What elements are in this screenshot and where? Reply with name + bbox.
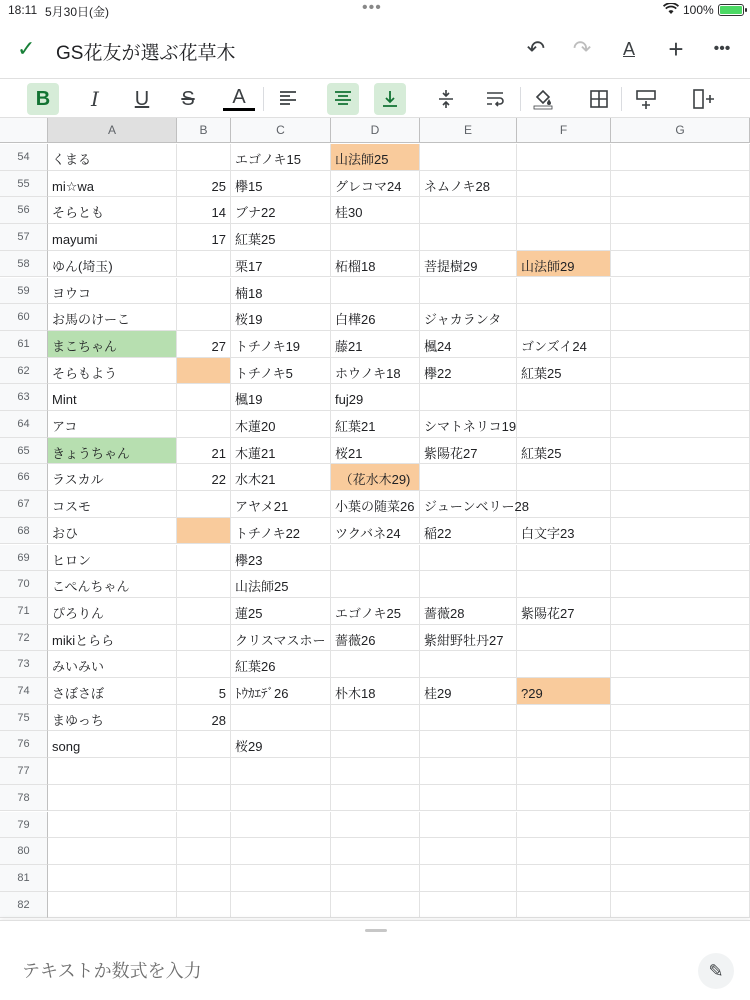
cell-a77[interactable] [48,758,177,785]
row-header[interactable]: 70 [0,571,48,598]
cell-a79[interactable] [48,812,177,839]
format-toolbar [0,78,750,118]
cell-c75[interactable] [231,705,331,732]
cell-a75[interactable]: まゆっち [48,705,177,732]
cell-b70[interactable] [177,571,231,598]
borders-icon[interactable] [583,83,615,115]
cell-f71[interactable]: 紫陽花27 [517,598,611,625]
cell-e57[interactable] [420,224,517,251]
cell-d81[interactable] [331,865,420,892]
cell-b73[interactable] [177,651,231,678]
cell-a55[interactable]: mi☆wa [48,171,177,198]
cell-f75[interactable] [517,705,611,732]
cell-a57[interactable]: mayumi [48,224,177,251]
cell-f63[interactable] [517,384,611,411]
cell-f56[interactable] [517,197,611,224]
cell-g64[interactable] [611,411,750,438]
cell-g57[interactable] [611,224,750,251]
align-center-icon[interactable] [327,83,359,115]
column-header-e[interactable]: E [420,118,517,143]
cell-c59[interactable]: 楠18 [231,278,331,305]
cell-c70[interactable]: 山法師25 [231,571,331,598]
cell-g72[interactable] [611,625,750,652]
cell-e78[interactable] [420,785,517,812]
document-title[interactable]: GS花友が選ぶ花草木 [56,43,236,64]
cell-c73[interactable]: 紅葉26 [231,651,331,678]
formula-input-bar [0,920,750,1000]
cell-d59[interactable] [331,278,420,305]
select-all-corner[interactable] [0,118,48,143]
cell-d68[interactable]: ツクバネ24 [331,518,420,545]
cell-f66[interactable] [517,464,611,491]
cell-c61[interactable]: トチノキ19 [231,331,331,358]
cell-d82[interactable] [331,892,420,919]
multitask-dots-icon[interactable]: ••• [362,0,382,16]
status-date: 5月30日(金) [45,5,110,19]
cell-g59[interactable] [611,278,750,305]
italic-button[interactable]: I [91,87,99,111]
cell-f64[interactable] [517,411,611,438]
cell-d72[interactable]: 薔薇26 [331,625,420,652]
cell-d78[interactable] [331,785,420,812]
cell-g76[interactable] [611,731,750,758]
cell-b77[interactable] [177,758,231,785]
cell-e56[interactable] [420,197,517,224]
cell-g69[interactable] [611,545,750,572]
cell-e82[interactable] [420,892,517,919]
cell-e72[interactable]: 紫紺野牡丹27 [420,625,517,652]
drag-handle[interactable] [365,929,387,932]
cell-a66[interactable]: ラスカル [48,464,177,491]
cell-b81[interactable] [177,865,231,892]
cell-a80[interactable] [48,838,177,865]
cell-c80[interactable] [231,838,331,865]
text-wrap-icon[interactable] [479,83,511,115]
row-header[interactable]: 56 [0,197,48,224]
cell-d70[interactable] [331,571,420,598]
insert-row-icon[interactable] [630,83,662,115]
cell-a61[interactable]: まこちゃん [48,331,177,358]
text-format-icon[interactable]: A [622,39,635,59]
cell-g67[interactable] [611,491,750,518]
valign-bottom-icon[interactable] [374,83,406,115]
cell-f55[interactable] [517,171,611,198]
cell-e67[interactable]: ジューンベリー28 [420,491,517,518]
done-check-icon[interactable]: ✓ [17,36,36,61]
cell-c74[interactable]: ﾄｳｶｴﾃﾞ26 [231,678,331,705]
cell-f67[interactable] [517,491,611,518]
cell-b68[interactable] [177,518,231,545]
cell-e81[interactable] [420,865,517,892]
cell-a58[interactable]: ゆん(埼玉) [48,251,177,278]
cell-d65[interactable]: 桜21 [331,438,420,465]
row-header[interactable]: 79 [0,812,48,839]
cell-a78[interactable] [48,785,177,812]
cell-b55[interactable]: 25 [177,171,231,198]
row-header[interactable]: 60 [0,304,48,331]
cell-d64[interactable]: 紅葉21 [331,411,420,438]
cell-f57[interactable] [517,224,611,251]
row-header[interactable]: 75 [0,705,48,732]
row-header[interactable]: 76 [0,731,48,758]
cell-b54[interactable] [177,144,231,171]
cell-a56[interactable]: そらとも [48,197,177,224]
cell-d74[interactable]: 朴木18 [331,678,420,705]
column-header-g[interactable]: G [611,118,750,143]
cell-g56[interactable] [611,197,750,224]
battery-percent: 100% [683,3,714,17]
cell-g61[interactable] [611,331,750,358]
row-header[interactable]: 73 [0,651,48,678]
cell-d56[interactable]: 桂30 [331,197,420,224]
row-header[interactable]: 78 [0,785,48,812]
bold-button[interactable]: B [27,83,59,115]
cell-a68[interactable]: おひ [48,518,177,545]
cell-b80[interactable] [177,838,231,865]
cell-d54[interactable]: 山法師25 [331,144,420,171]
cell-b78[interactable] [177,785,231,812]
row-header[interactable]: 57 [0,224,48,251]
text-color-button[interactable]: A [223,83,255,111]
cell-e66[interactable] [420,464,517,491]
cell-b56[interactable]: 14 [177,197,231,224]
cell-f77[interactable] [517,758,611,785]
cell-b82[interactable] [177,892,231,919]
cell-b61[interactable]: 27 [177,331,231,358]
cell-e79[interactable] [420,812,517,839]
cell-c76[interactable]: 桜29 [231,731,331,758]
cell-a65[interactable]: きょうちゃん [48,438,177,465]
cell-f60[interactable] [517,304,611,331]
cell-c55[interactable]: 欅15 [231,171,331,198]
cell-g71[interactable] [611,598,750,625]
cell-g81[interactable] [611,865,750,892]
cell-b67[interactable] [177,491,231,518]
cell-g74[interactable] [611,678,750,705]
formula-input[interactable]: テキストか数式を入力 [22,961,202,981]
row-header[interactable]: 65 [0,438,48,465]
add-icon[interactable]: + [668,34,684,64]
cell-g78[interactable] [611,785,750,812]
cell-b71[interactable] [177,598,231,625]
cell-f72[interactable] [517,625,611,652]
cell-d73[interactable] [331,651,420,678]
cell-a59[interactable]: ヨウコ [48,278,177,305]
row-header[interactable]: 80 [0,838,48,865]
cell-c63[interactable]: 楓19 [231,384,331,411]
cell-e65[interactable]: 紫陽花27 [420,438,517,465]
row-header[interactable]: 72 [0,625,48,652]
insert-column-icon[interactable] [687,83,719,115]
toolbar-divider [520,87,521,111]
cell-e59[interactable] [420,278,517,305]
cell-a60[interactable]: お馬のけーこ [48,304,177,331]
cell-g65[interactable] [611,438,750,465]
cell-g66[interactable] [611,464,750,491]
cell-b64[interactable] [177,411,231,438]
cell-c71[interactable]: 蓮25 [231,598,331,625]
wifi-icon [663,3,679,15]
cell-g79[interactable] [611,812,750,839]
cell-d66[interactable]: （花水木29) [331,464,420,491]
row-header[interactable]: 82 [0,892,48,919]
cell-a62[interactable]: そらもよう [48,358,177,385]
row-header[interactable]: 77 [0,758,48,785]
strikethrough-button[interactable]: S [181,88,195,110]
cell-g75[interactable] [611,705,750,732]
cell-d77[interactable] [331,758,420,785]
cell-a54[interactable]: くまる [48,144,177,171]
toolbar-divider [263,87,264,111]
cell-d63[interactable]: fuj29 [331,384,420,411]
cell-f81[interactable] [517,865,611,892]
cell-a81[interactable] [48,865,177,892]
cell-f54[interactable] [517,144,611,171]
row-header[interactable]: 59 [0,278,48,305]
cell-d57[interactable] [331,224,420,251]
row-header[interactable]: 81 [0,865,48,892]
cell-c77[interactable] [231,758,331,785]
cell-e71[interactable]: 薔薇28 [420,598,517,625]
cell-b60[interactable] [177,304,231,331]
cell-e54[interactable] [420,144,517,171]
cell-g58[interactable] [611,251,750,278]
cell-c78[interactable] [231,785,331,812]
cell-f70[interactable] [517,571,611,598]
align-left-icon[interactable] [272,83,304,115]
cell-d62[interactable]: ホウノキ18 [331,358,420,385]
title-bar [0,22,750,77]
cell-f62[interactable]: 紅葉25 [517,358,611,385]
status-time: 18:11 [8,3,38,17]
cell-d71[interactable]: エゴノキ25 [331,598,420,625]
cell-a76[interactable]: song [48,731,177,758]
cell-e77[interactable] [420,758,517,785]
cell-f78[interactable] [517,785,611,812]
cell-d61[interactable]: 藤21 [331,331,420,358]
cell-b69[interactable] [177,545,231,572]
cell-e70[interactable] [420,571,517,598]
cell-f73[interactable] [517,651,611,678]
cell-b57[interactable]: 17 [177,224,231,251]
cell-f65[interactable]: 紅葉25 [517,438,611,465]
cell-e62[interactable]: 欅22 [420,358,517,385]
cell-d58[interactable]: 柘榴18 [331,251,420,278]
cell-c72[interactable]: クリスマスホー [231,625,331,652]
cell-c81[interactable] [231,865,331,892]
cell-a72[interactable]: mikiとらら [48,625,177,652]
cell-d80[interactable] [331,838,420,865]
cell-b63[interactable] [177,384,231,411]
cell-e61[interactable]: 楓24 [420,331,517,358]
cell-e80[interactable] [420,838,517,865]
status-bar [0,0,750,22]
cell-e74[interactable]: 桂29 [420,678,517,705]
cell-e63[interactable] [420,384,517,411]
cell-g73[interactable] [611,651,750,678]
cell-e76[interactable] [420,731,517,758]
cell-b62[interactable] [177,358,231,385]
row-header[interactable]: 69 [0,545,48,572]
fill-color-icon[interactable] [527,83,559,115]
pencil-edit-icon[interactable]: ✎ [698,953,734,989]
cell-b75[interactable]: 28 [177,705,231,732]
column-header-c[interactable]: C [231,118,331,143]
cell-f82[interactable] [517,892,611,919]
row-header[interactable]: 68 [0,518,48,545]
cell-e68[interactable]: 稲22 [420,518,517,545]
cell-c79[interactable] [231,812,331,839]
cell-f74[interactable]: ?29 [517,678,611,705]
cell-f76[interactable] [517,731,611,758]
cell-d55[interactable]: グレコマ24 [331,171,420,198]
cell-b76[interactable] [177,731,231,758]
cell-d69[interactable] [331,545,420,572]
cell-f58[interactable]: 山法師29 [517,251,611,278]
cell-f59[interactable] [517,278,611,305]
cell-g80[interactable] [611,838,750,865]
cell-a70[interactable]: こぺんちゃん [48,571,177,598]
cell-b79[interactable] [177,812,231,839]
row-header[interactable]: 67 [0,491,48,518]
cell-f61[interactable]: ゴンズイ24 [517,331,611,358]
row-header[interactable]: 58 [0,251,48,278]
cell-e60[interactable]: ジャカランタ [420,304,517,331]
cell-b72[interactable] [177,625,231,652]
cell-c57[interactable]: 紅葉25 [231,224,331,251]
row-header[interactable]: 61 [0,331,48,358]
row-header[interactable]: 66 [0,464,48,491]
cell-e73[interactable] [420,651,517,678]
cell-g63[interactable] [611,384,750,411]
cell-c54[interactable]: エゴノキ15 [231,144,331,171]
cell-e64[interactable]: シマトネリコ19 [420,411,517,438]
cell-a63[interactable]: Mint [48,384,177,411]
cell-e55[interactable]: ネムノキ28 [420,171,517,198]
cell-g70[interactable] [611,571,750,598]
cell-g55[interactable] [611,171,750,198]
cell-a69[interactable]: ヒロン [48,545,177,572]
cell-g82[interactable] [611,892,750,919]
undo-icon[interactable]: ↶ [526,36,546,61]
cell-a82[interactable] [48,892,177,919]
toolbar-divider [621,87,622,111]
cell-d67[interactable]: 小葉の随菜26 [331,491,420,518]
cell-d60[interactable]: 白樺26 [331,304,420,331]
row-header[interactable]: 71 [0,598,48,625]
underline-button[interactable]: U [134,88,150,110]
cell-b65[interactable]: 21 [177,438,231,465]
row-header[interactable]: 64 [0,411,48,438]
more-options-icon[interactable]: ••• [713,40,731,57]
cell-c67[interactable]: アヤメ21 [231,491,331,518]
cell-g77[interactable] [611,758,750,785]
cell-e69[interactable] [420,545,517,572]
cell-f68[interactable]: 白文字23 [517,518,611,545]
column-header-d[interactable]: D [331,118,420,143]
cell-d75[interactable] [331,705,420,732]
cell-b58[interactable] [177,251,231,278]
cell-c60[interactable]: 桜19 [231,304,331,331]
cell-a67[interactable]: コスモ [48,491,177,518]
column-header-a[interactable]: A [48,118,177,143]
cell-c58[interactable]: 栗17 [231,251,331,278]
cell-a74[interactable]: さぼさぼ [48,678,177,705]
cell-c69[interactable]: 欅23 [231,545,331,572]
cell-g68[interactable] [611,518,750,545]
cell-a73[interactable]: みいみい [48,651,177,678]
cell-c64[interactable]: 木蓮20 [231,411,331,438]
cell-c62[interactable]: トチノキ5 [231,358,331,385]
cell-b59[interactable] [177,278,231,305]
row-header[interactable]: 54 [0,144,48,171]
cell-c56[interactable]: ブナ22 [231,197,331,224]
column-header-b[interactable]: B [177,118,231,143]
cell-f69[interactable] [517,545,611,572]
cell-f80[interactable] [517,838,611,865]
cell-g54[interactable] [611,144,750,171]
cell-a64[interactable]: アコ [48,411,177,438]
column-header-f[interactable]: F [517,118,611,143]
row-header[interactable]: 62 [0,358,48,385]
valign-middle-icon[interactable] [430,83,462,115]
cell-d76[interactable] [331,731,420,758]
cell-c68[interactable]: トチノキ22 [231,518,331,545]
row-header[interactable]: 74 [0,678,48,705]
cell-c82[interactable] [231,892,331,919]
cell-d79[interactable] [331,812,420,839]
cell-c65[interactable]: 木蓮21 [231,438,331,465]
cell-e58[interactable]: 菩提樹29 [420,251,517,278]
row-header[interactable]: 55 [0,171,48,198]
cell-b66[interactable]: 22 [177,464,231,491]
row-header[interactable]: 63 [0,384,48,411]
cell-c66[interactable]: 水木21 [231,464,331,491]
cell-e75[interactable] [420,705,517,732]
cell-f79[interactable] [517,812,611,839]
cell-b74[interactable]: 5 [177,678,231,705]
redo-icon[interactable]: ↷ [572,36,592,61]
cell-g62[interactable] [611,358,750,385]
cell-a71[interactable]: ぴろりん [48,598,177,625]
battery-icon [718,4,744,16]
cell-g60[interactable] [611,304,750,331]
